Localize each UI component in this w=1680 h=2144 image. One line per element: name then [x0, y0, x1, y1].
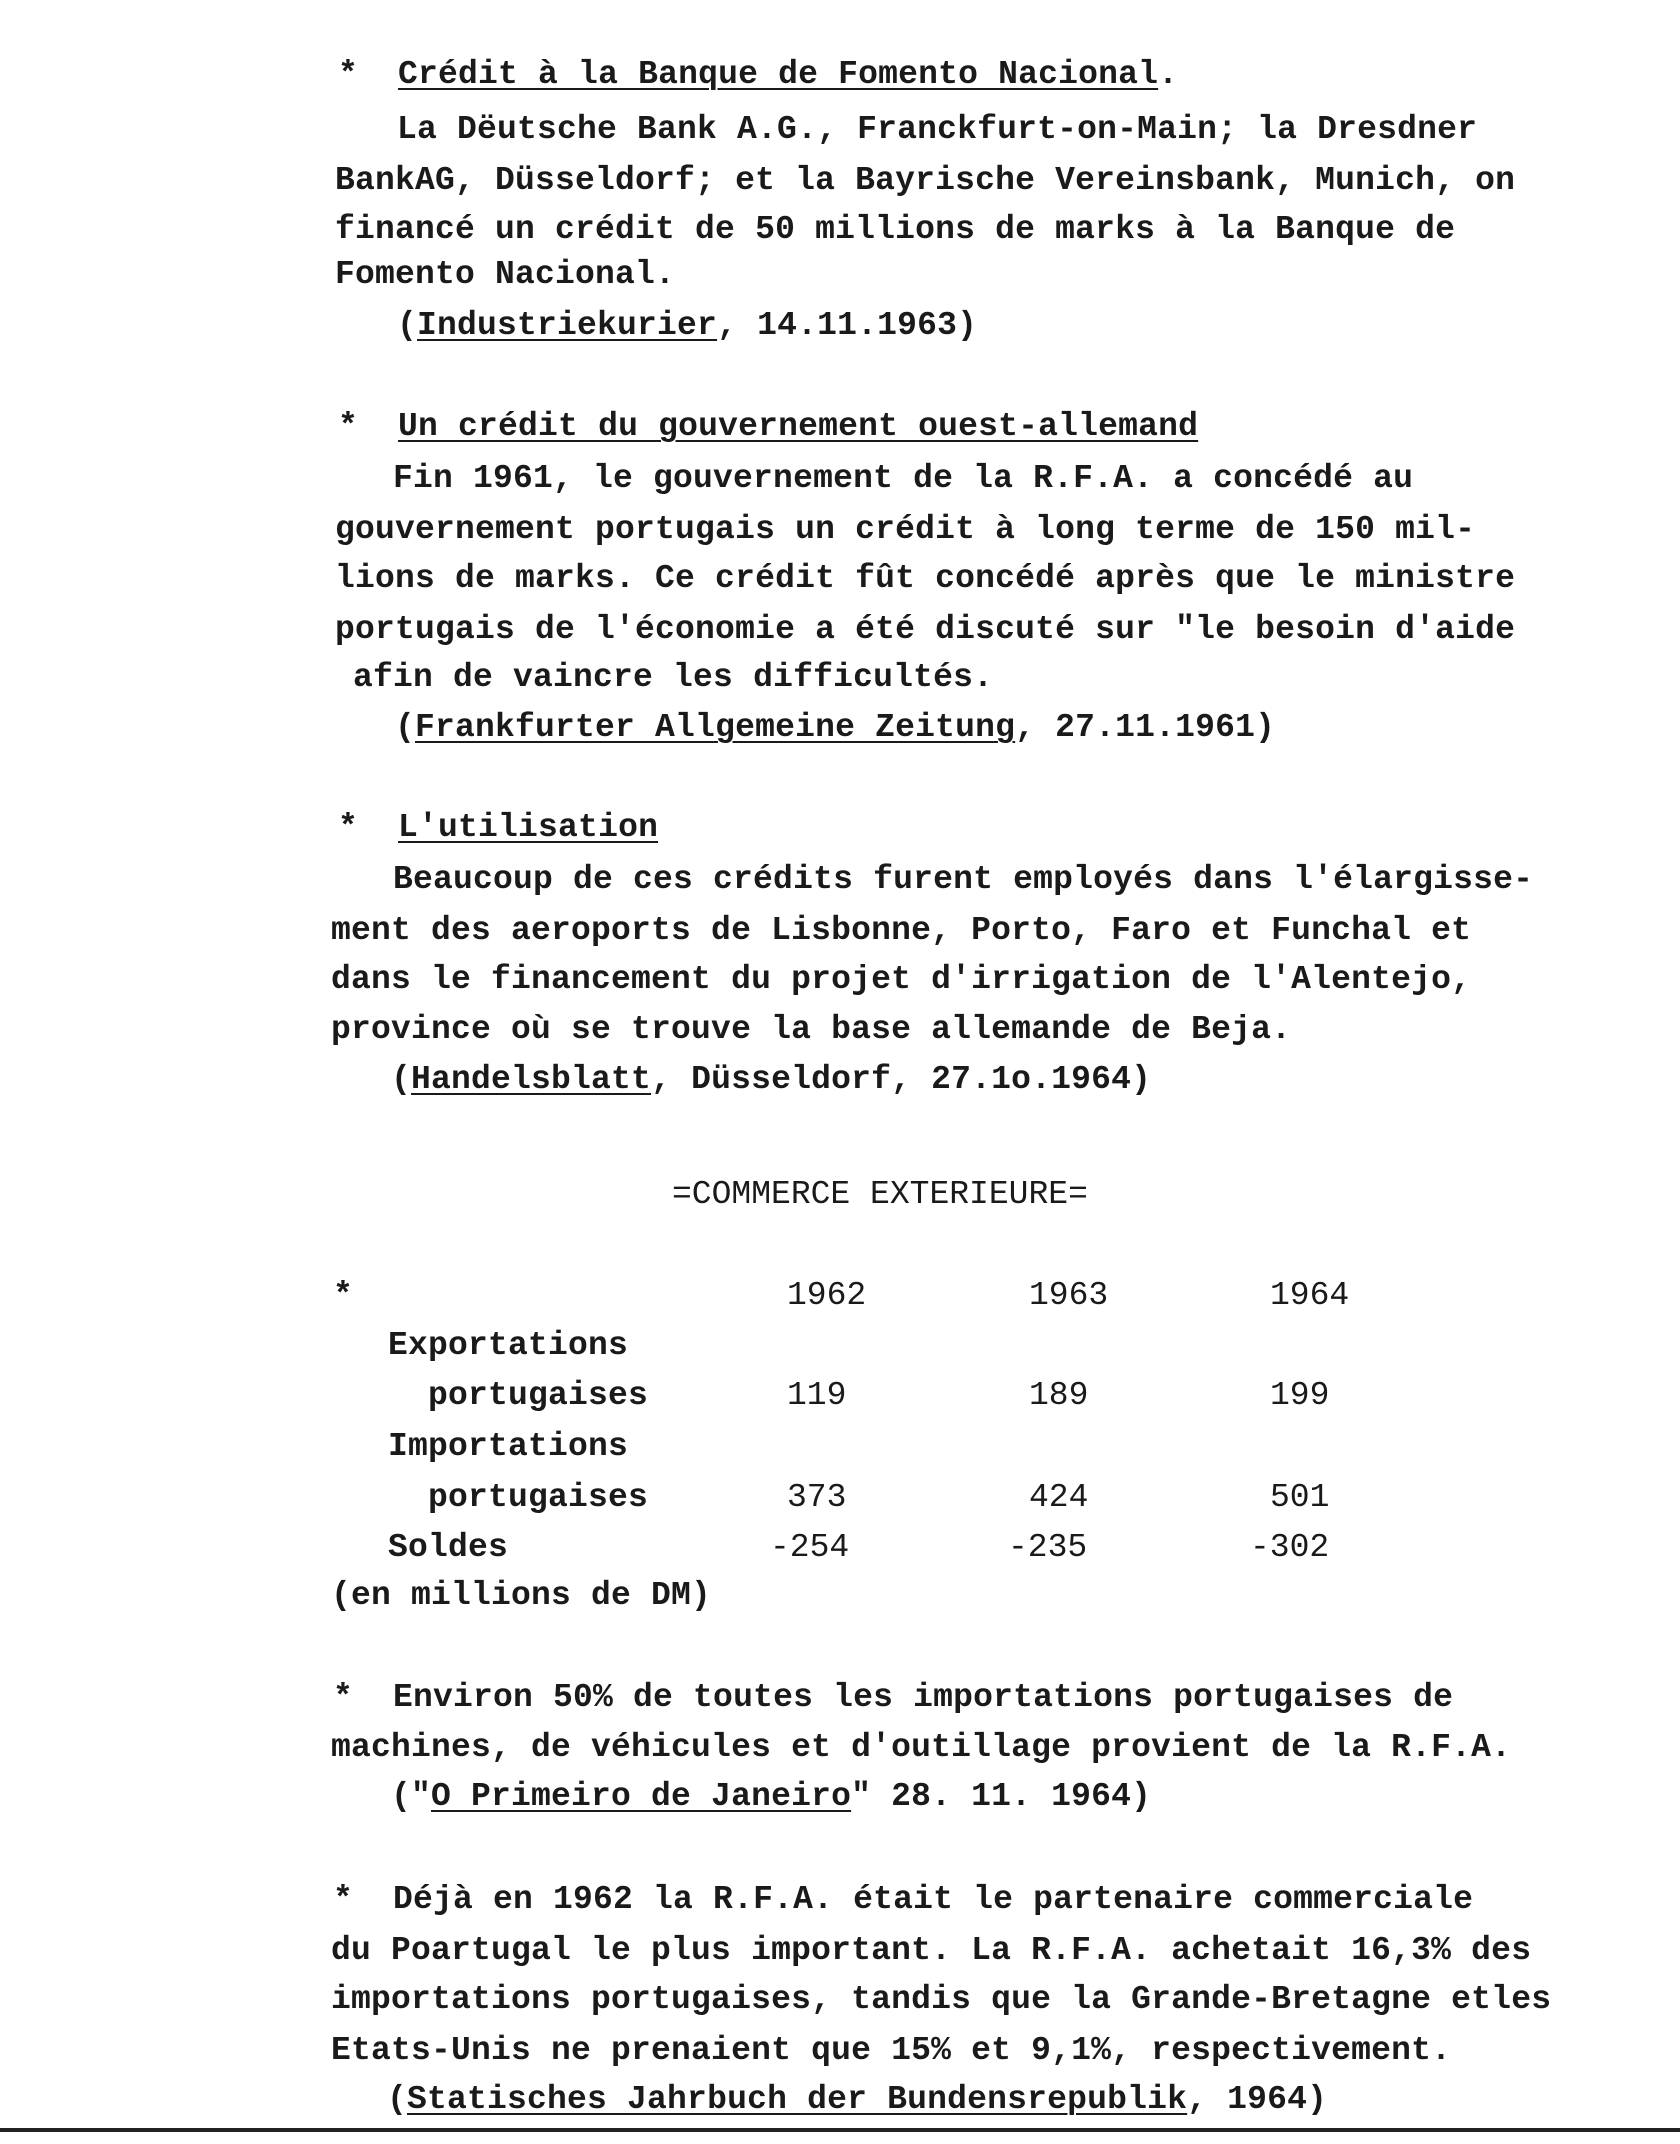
paragraph-line: ment des aeroports de Lisbonne, Porto, Faro et Funchal et [331, 912, 1472, 949]
source-date: , 14.11.1963) [717, 307, 978, 344]
table-cell: -254 [770, 1529, 850, 1566]
source-name: Industriekurier [417, 307, 718, 344]
source-date: , 27.11.1961) [1015, 709, 1276, 746]
paragraph-line: gouvernement portugais un crédit à long terme de 150 mil- [335, 511, 1476, 548]
paragraph-line: BankAG, Düsseldorf; et la Bayrische Vereinsbank, Munich, on [335, 162, 1516, 199]
paren: ( [387, 2081, 408, 2118]
heading-period: . [1158, 56, 1179, 93]
paragraph-line: financé un crédit de 50 millions de marks à la Banque de [335, 211, 1456, 248]
source-name: Statisches Jahrbuch der Bundensrepublik [407, 2081, 1188, 2118]
paragraph-line: portugais de l'économie a été discuté sur "le besoin d'aide [335, 611, 1516, 648]
table-unit: (en millions de DM) [331, 1577, 712, 1614]
source-citation [397, 306, 977, 346]
paragraph-line: machines, de véhicules et d'outillage provient de la R.F.A. [331, 1729, 1512, 1766]
paragraph-line: dans le financement du projet d'irrigation de l'Alentejo, [331, 961, 1472, 998]
year-header: 1962 [787, 1277, 867, 1314]
source-citation [387, 2080, 1327, 2120]
row-label: portugaises [428, 1377, 649, 1414]
source-name: Handelsblatt [411, 1061, 652, 1098]
bullet: * [338, 809, 359, 846]
section3-heading: L'utilisation [398, 809, 659, 846]
section2-heading-line [338, 407, 1198, 447]
paren: ( [397, 307, 418, 344]
bullet: * [333, 1277, 354, 1314]
paragraph-line: province où se trouve la base allemande de Beja. [331, 1011, 1292, 1048]
bullet: * [338, 56, 359, 93]
table-cell: 373 [787, 1479, 847, 1516]
paragraph-line: importations portugaises, tandis que la Grande-Bretagne etles [331, 1981, 1552, 2018]
table-cell: -302 [1250, 1529, 1330, 1566]
source-name: Frankfurter Allgemeine Zeitung [415, 709, 1016, 746]
table-cell: 189 [1029, 1377, 1089, 1414]
row-label: Soldes [388, 1529, 509, 1566]
source-date: " 28. 11. 1964) [851, 1778, 1152, 1815]
year-header: 1963 [1029, 1277, 1109, 1314]
paragraph-line: * Environ 50% de toutes les importations portugaises de [333, 1679, 1454, 1716]
paragraph-line: * Déjà en 1962 la R.F.A. était le partenaire commerciale [333, 1881, 1474, 1918]
table-cell: -235 [1008, 1529, 1088, 1566]
paragraph-line: lions de marks. Ce crédit fût concédé après que le ministre [335, 560, 1516, 597]
source-citation [395, 708, 1275, 748]
source-date: , 1964) [1187, 2081, 1328, 2118]
paren: ( [395, 709, 416, 746]
section2-heading: Un crédit du gouvernement ouest-allemand [398, 408, 1199, 445]
paragraph-line: Beaucoup de ces crédits furent employés dans l'élargisse- [393, 861, 1534, 898]
paren: ( [391, 1061, 412, 1098]
section1-heading-line [338, 55, 1178, 95]
table-cell: 119 [787, 1377, 847, 1414]
paragraph-line: Fomento Nacional. [335, 256, 676, 293]
year-header: 1964 [1270, 1277, 1350, 1314]
section1-heading: Crédit à la Banque de Fomento Nacional [398, 56, 1159, 93]
row-label: Exportations [388, 1327, 629, 1364]
row-label: portugaises [428, 1479, 649, 1516]
row-label: Importations [388, 1428, 629, 1465]
source-name: O Primeiro de Janeiro [431, 1778, 852, 1815]
paren: (" [391, 1778, 432, 1815]
table-cell: 501 [1270, 1479, 1330, 1516]
page-bottom-rule [0, 2128, 1680, 2132]
table-title: =COMMERCE EXTERIEURE= [672, 1176, 1088, 1213]
paragraph-line: Etats-Unis ne prenaient que 15% et 9,1%, respectivement. [331, 2032, 1452, 2069]
source-citation [391, 1060, 1151, 1100]
table-cell: 424 [1029, 1479, 1089, 1516]
table-cell: 199 [1270, 1377, 1330, 1414]
source-date: , Düsseldorf, 27.1o.1964) [651, 1061, 1152, 1098]
paragraph-line: afin de vaincre les difficultés. [353, 659, 994, 696]
paragraph-line: Fin 1961, le gouvernement de la R.F.A. a concédé au [393, 460, 1414, 497]
paragraph-line: La Dëutsche Bank A.G., Franckfurt-on-Main; la Dresdner [397, 111, 1478, 148]
source-citation [391, 1777, 1151, 1817]
bullet: * [338, 408, 359, 445]
paragraph-line: du Poartugal le plus important. La R.F.A. achetait 16,3% des [331, 1932, 1532, 1969]
section3-heading-line [338, 808, 658, 848]
